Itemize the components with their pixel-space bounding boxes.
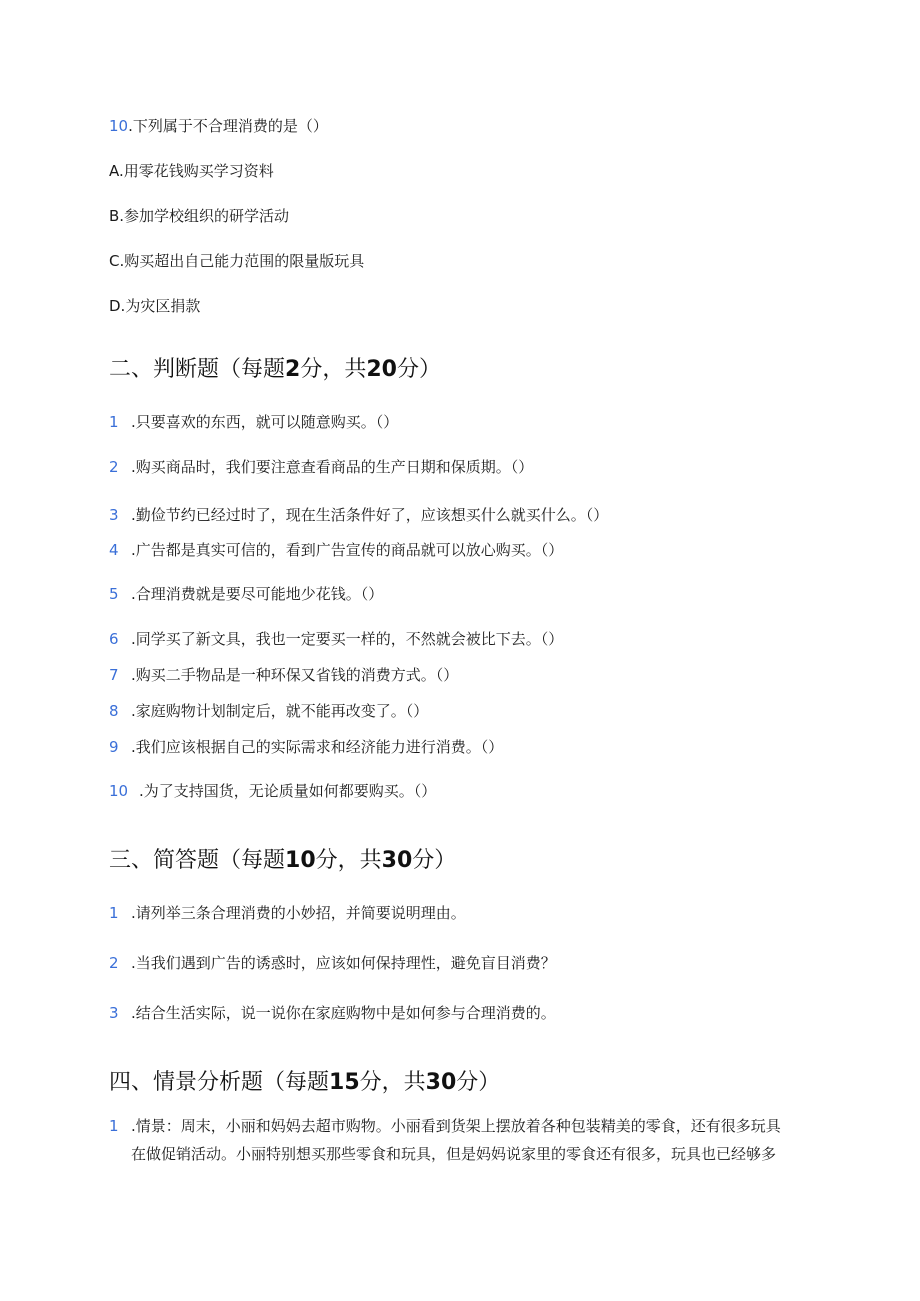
question-10-stem <box>109 116 328 136</box>
heading-number: 20 <box>366 357 397 382</box>
heading-number: 30 <box>425 1070 457 1095</box>
option-b: B.参加学校组织的研学活动 <box>109 207 290 225</box>
judge-item <box>109 737 503 757</box>
item-number: 2 <box>109 954 119 972</box>
short-answer-item <box>109 903 466 923</box>
item-number: 6 <box>109 630 119 648</box>
heading-text: 分，共 <box>359 1070 426 1095</box>
judge-item <box>109 505 608 525</box>
item-number: 3 <box>109 506 119 524</box>
heading-text: 四、情景分析题（每题 <box>109 1070 330 1095</box>
item-text: .为了支持国货，无论质量如何都要购买。（） <box>139 782 437 800</box>
item-number: 9 <box>109 738 119 756</box>
item-text: .广告都是真实可信的，看到广告宣传的商品就可以放心购买。（） <box>131 541 564 559</box>
short-answer-item <box>109 953 556 973</box>
option-c: C.购买超出自己能力范围的限量版玩具 <box>109 252 365 270</box>
item-number: 1 <box>109 413 119 431</box>
item-text: .只要喜欢的东西，就可以随意购买。（） <box>131 413 399 431</box>
item-text: .请列举三条合理消费的小妙招，并简要说明理由。 <box>131 904 466 922</box>
item-number: 2 <box>109 458 119 476</box>
item-number: 8 <box>109 702 119 720</box>
item-number: 4 <box>109 541 119 559</box>
scenario-text-line-2: 在做促销活动。小丽特别想买那些零食和玩具，但是妈妈说家里的零食还有很多，玩具也已经够多 <box>131 1145 777 1163</box>
item-text: .同学买了新文具，我也一定要买一样的，不然就会被比下去。（） <box>131 630 564 648</box>
question-text: .下列属于不合理消费的是（） <box>128 117 328 135</box>
item-number: 7 <box>109 666 119 684</box>
short-answer-item <box>109 1003 556 1023</box>
heading-text: 二、判断题（每题 <box>109 357 286 382</box>
section-4-heading <box>109 1069 500 1097</box>
item-text: .家庭购物计划制定后，就不能再改变了。（） <box>131 702 429 720</box>
heading-text: 分） <box>412 848 457 873</box>
judge-item <box>109 412 398 432</box>
judge-item <box>109 540 563 560</box>
judge-item <box>109 781 436 801</box>
heading-number: 2 <box>285 357 301 382</box>
option-d: D.为灾区捐款 <box>109 297 201 315</box>
heading-text: 三、简答题（每题 <box>109 848 286 873</box>
heading-number: 15 <box>329 1070 360 1095</box>
item-text: .合理消费就是要尽可能地少花钱。（） <box>131 585 384 603</box>
heading-text: 分，共 <box>300 357 367 382</box>
judge-item <box>109 665 458 685</box>
section-3-heading <box>109 847 456 875</box>
question-number: 10 <box>109 117 129 135</box>
item-text: .勤俭节约已经过时了，现在生活条件好了，应该想买什么就买什么。（） <box>131 506 609 524</box>
heading-number: 30 <box>381 848 413 873</box>
item-number: 3 <box>109 1004 119 1022</box>
item-text: .当我们遇到广告的诱惑时，应该如何保持理性，避免盲目消费？ <box>131 954 556 972</box>
heading-text: 分） <box>396 357 441 382</box>
item-text: .购买二手物品是一种环保又省钱的消费方式。（） <box>131 666 459 684</box>
item-number: 1 <box>109 1117 119 1135</box>
scenario-text-line-1: .情景：周末，小丽和妈妈去超市购物。小丽看到货架上摆放着各种包装精美的零食，还有很多玩具 <box>131 1117 781 1135</box>
item-number: 5 <box>109 585 119 603</box>
item-text: .我们应该根据自己的实际需求和经济能力进行消费。（） <box>131 738 504 756</box>
option-a: A.用零花钱购买学习资料 <box>109 162 274 180</box>
section-2-heading <box>109 356 441 384</box>
heading-number: 10 <box>285 848 316 873</box>
judge-item <box>109 701 428 721</box>
heading-text: 分） <box>456 1070 501 1095</box>
item-number: 10 <box>109 782 129 800</box>
item-text: .结合生活实际，说一说你在家庭购物中是如何参与合理消费的。 <box>131 1004 556 1022</box>
item-text: .购买商品时，我们要注意查看商品的生产日期和保质期。（） <box>131 458 534 476</box>
heading-text: 分，共 <box>315 848 382 873</box>
judge-item <box>109 629 563 649</box>
judge-item <box>109 584 383 604</box>
judge-item <box>109 457 533 477</box>
item-number: 1 <box>109 904 119 922</box>
scenario-item <box>109 1112 809 1168</box>
